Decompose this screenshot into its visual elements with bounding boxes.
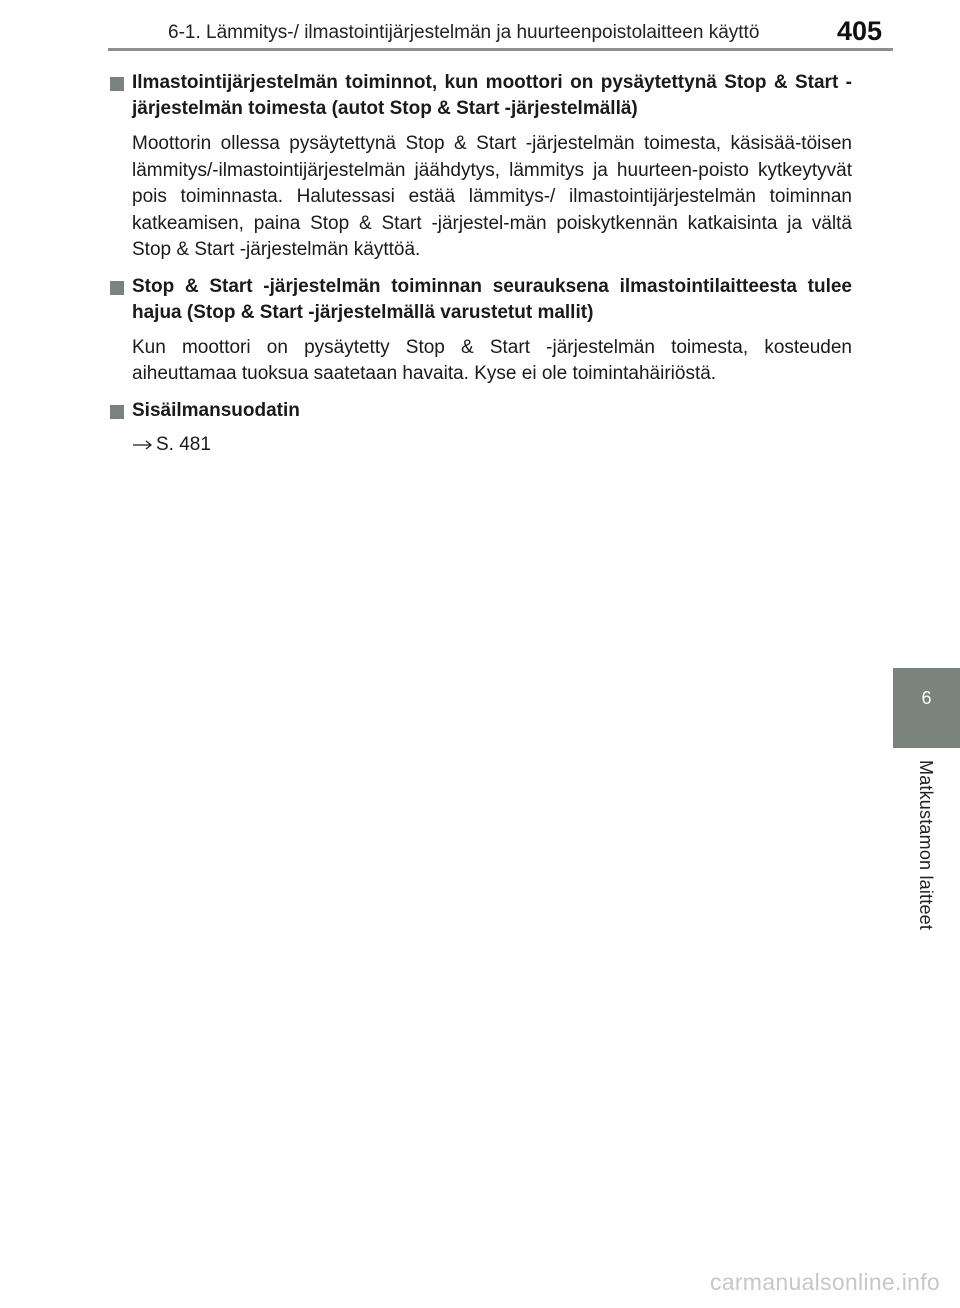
header-divider [108,48,893,51]
section-title: Sisäilmansuodatin [132,399,300,421]
section-body: Kun moottori on pysäytetty Stop & Start -järjestelmän toimesta, kosteuden aiheuttamaa tuoksua saatetaan havaita. Kyse ei ole toimintahäiriöstä. [132,336,852,384]
watermark: carmanualsonline.info [709,1269,940,1295]
page-header [0,0,960,52]
chapter-title: 6-1. Lämmitys-/ ilmastointijärjestelmän ja huurteenpoistolaitteen käyttö [168,22,760,43]
chapter-tab [893,668,960,748]
arrow-right-icon [132,439,154,451]
page-reference-link[interactable] [132,432,852,458]
section-odor [110,274,852,388]
section-title: Stop & Start -järjestelmän toiminnan seurauksena ilmastointilaitteesta tulee hajua (Stop & Start -järjestelmällä varustetut mallit) [132,275,852,323]
chapter-tab-number: 6 [921,688,932,708]
page-content [110,70,852,468]
section-heading [110,398,852,424]
page-number: 405 [836,16,882,46]
square-bullet-icon [110,281,124,295]
section-heading [110,274,852,326]
section-ac-stop-start [110,70,852,264]
section-title: Ilmastointijärjestelmän toiminnot, kun moottori on pysäytettynä Stop & Start -järjestelmän toimesta (autot Stop & Start -järjestelmällä) [132,72,852,119]
page-reference-text: S. 481 [156,433,211,455]
chapter-tab-label: Matkustamon laitteet [916,760,936,931]
section-body: Moottorin ollessa pysäytettynä Stop & Start -järjestelmän toimesta, käsisää-töisen lämmitys/-ilmastointijärjestelmän jäähdytys, lämmitys ja huurteen-poisto kytkeytyvät pois toiminnasta. Halutessasi estää lämmitys-/ ilmastointijärjestelmän toiminnan katkeamisen, paina Stop & Start -järjestel-män poiskytkennän katkaisinta ja vältä Stop & Start -järjestelmän käyttöä. [132,133,852,260]
square-bullet-icon [110,405,124,419]
section-cabin-filter [110,398,852,458]
square-bullet-icon [110,77,124,91]
section-heading [110,70,852,122]
